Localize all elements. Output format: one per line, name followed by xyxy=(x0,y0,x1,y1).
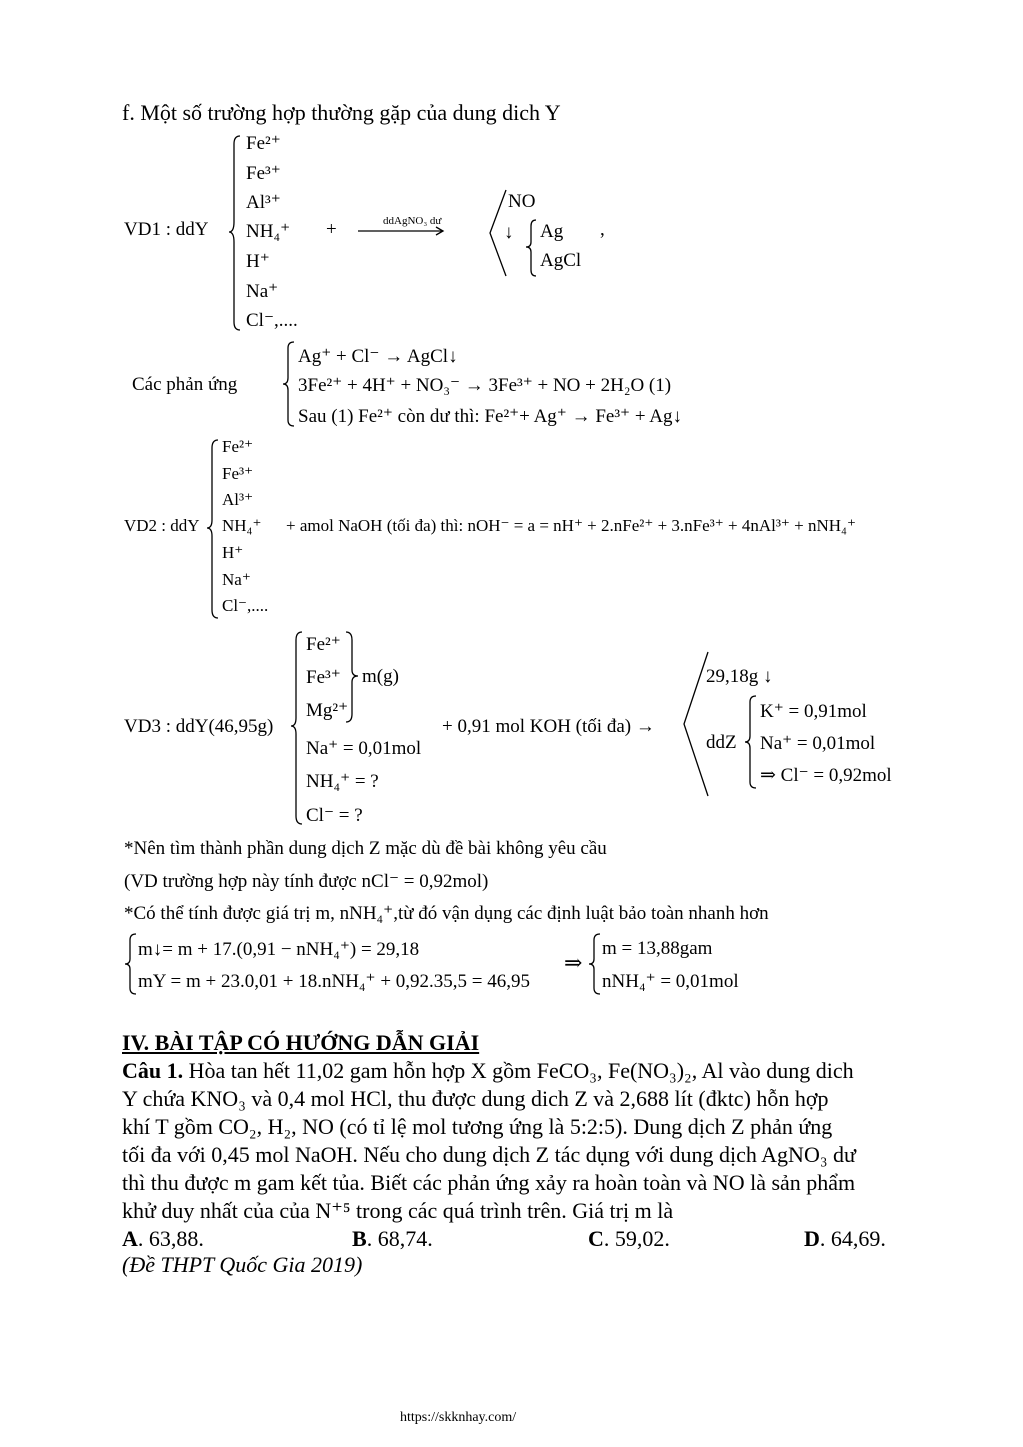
vd3-ion: Fe²⁺ xyxy=(306,634,341,655)
vd3-reagent: + 0,91 mol KOH (tối đa) → xyxy=(442,716,655,737)
vd3-solution-ion: ⇒ Cl⁻ = 0,92mol xyxy=(760,765,892,786)
reactions-label: Các phản ứng xyxy=(132,374,238,395)
reaction-line: Sau (1) Fe²⁺ còn dư thì: Fe²⁺+ Ag⁺ → Fe³⁺ + Ag↓ xyxy=(298,406,682,427)
vd2-ion: NH₄⁺ xyxy=(222,516,262,535)
question-line: khử duy nhất của của N⁺⁵ trong các quá trình trên. Giá trị m là xyxy=(122,1198,674,1223)
vd3-group-brace xyxy=(344,630,360,726)
system-right-eq: m = 13,88gam xyxy=(602,938,713,959)
option-letter: B xyxy=(352,1226,367,1251)
vd1-ion: H⁺ xyxy=(246,251,270,272)
vd3-label: VD3 : ddY(46,95g) xyxy=(124,716,274,737)
note-line: *Có thể tính được giá trị m, nNH₄⁺,từ đó vận dụng các định luật bảo toàn nhanh hơn xyxy=(124,903,769,924)
vd1-ppt: Ag xyxy=(540,221,564,242)
vd1-product-gas: NO xyxy=(508,191,536,212)
note-line: (VD trường hợp này tính được nCl⁻ = 0,92mol) xyxy=(124,871,489,892)
vd3-ion: Na⁺ = 0,01mol xyxy=(306,738,422,759)
system-left-eq: mY = m + 23.0,01 + 18.nNH₄⁺ + 0,92.35,5 = 46,95 xyxy=(138,971,530,992)
vd3-group-mass: m(g) xyxy=(362,666,399,687)
vd2-ion: Fe²⁺ xyxy=(222,437,254,456)
question-line: tối đa với 0,45 mol NaOH. Nếu cho dung dịch Z tác dụng với dung dịch AgNO₃ dư xyxy=(122,1142,856,1167)
vd3-ppt: 29,18g ↓ xyxy=(706,666,773,687)
question-source: (Đề THPT Quốc Gia 2019) xyxy=(122,1252,363,1277)
footer-url[interactable]: https://skknhay.com/ xyxy=(400,1410,517,1425)
option-b xyxy=(352,1226,433,1252)
vd3-ion: Fe³⁺ xyxy=(306,667,341,688)
system-implies: ⇒ xyxy=(564,950,583,975)
option-text: . 68,74. xyxy=(366,1226,433,1251)
option-letter: A xyxy=(122,1226,138,1251)
vd1-plus: + xyxy=(326,219,337,240)
system-right-brace xyxy=(588,932,602,998)
system-left-brace xyxy=(124,932,138,998)
section-iv-title: IV. BÀI TẬP CÓ HƯỚNG DẪN GIẢI xyxy=(122,1030,480,1055)
question-line: Y chứa KNO₃ và 0,4 mol HCl, thu được dung dich Z và 2,688 lít (đktc) hỗn hợp xyxy=(122,1086,829,1111)
vd3-ion: Mg²⁺ xyxy=(306,700,349,721)
system-right-eq: nNH₄⁺ = 0,01mol xyxy=(602,971,739,992)
vd1-brace xyxy=(228,134,244,334)
note-line: *Nên tìm thành phần dung dịch Z mặc dù đề bài không yêu cầu xyxy=(124,838,607,859)
vd3-solution-label: ddZ xyxy=(706,732,737,753)
vd3-brace xyxy=(290,630,306,828)
reaction-line: 3Fe²⁺ + 4H⁺ + NO₃⁻ → 3Fe³⁺ + NO + 2H₂O (1) xyxy=(298,375,672,396)
vd1-ion: Cl⁻,.... xyxy=(246,310,298,331)
option-text: . 59,02. xyxy=(603,1226,670,1251)
vd1-down-arrow: ↓ xyxy=(504,222,514,243)
section-f-title: f. Một số trường hợp thường gặp của dung dich Y xyxy=(122,100,561,125)
vd1-label: VD1 : ddY xyxy=(124,219,209,240)
vd2-ion: Al³⁺ xyxy=(222,490,254,509)
vd2-ion: Fe³⁺ xyxy=(222,464,254,483)
vd1-comma: , xyxy=(600,219,605,240)
question-line xyxy=(122,1058,854,1084)
vd2-brace xyxy=(206,438,222,622)
vd2-ion: H⁺ xyxy=(222,543,244,562)
vd1-ion: Al³⁺ xyxy=(246,192,281,213)
vd1-arrow xyxy=(356,226,448,236)
question-label: Câu 1. xyxy=(122,1058,184,1083)
vd3-solution-ion: K⁺ = 0,91mol xyxy=(760,701,867,722)
vd2-ion: Na⁺ xyxy=(222,570,251,589)
vd1-ppt-brace xyxy=(524,218,538,278)
vd1-ion: NH₄⁺ xyxy=(246,221,291,242)
vd1-reagent: ddAgNO₃ dư xyxy=(383,215,442,227)
vd3-ion: Cl⁻ = ? xyxy=(306,805,363,826)
question-line: khí T gồm CO₂, H₂, NO (có tỉ lệ mol tương ứng là 5:2:5). Dung dịch Z phản ứng xyxy=(122,1114,833,1139)
vd3-solution-ion: Na⁺ = 0,01mol xyxy=(760,733,876,754)
question-text: Hòa tan hết 11,02 gam hỗn hợp X gồm FeCO₃, Fe(NO₃)₂, Al vào dung dich xyxy=(183,1058,854,1083)
system-left-eq: m↓= m + 17.(0,91 − nNH₄⁺) = 29,18 xyxy=(138,939,420,960)
option-text: . 64,69. xyxy=(819,1226,886,1251)
vd2-expression: + amol NaOH (tối đa) thì: nOH⁻ = a = nH⁺ + 2.nFe²⁺ + 3.nFe³⁺ + 4nAl³⁺ + nNH₄⁺ xyxy=(286,516,856,535)
option-c xyxy=(588,1226,670,1252)
vd3-solution-brace xyxy=(744,694,760,792)
option-a xyxy=(122,1226,204,1252)
vd3-ion: NH₄⁺ = ? xyxy=(306,771,379,792)
option-letter: C xyxy=(588,1226,604,1251)
vd1-ion: Fe³⁺ xyxy=(246,163,281,184)
vd2-ion: Cl⁻,.... xyxy=(222,596,269,615)
option-letter: D xyxy=(804,1226,820,1251)
vd1-ion: Fe²⁺ xyxy=(246,133,281,154)
vd1-ion: Na⁺ xyxy=(246,281,279,302)
option-d xyxy=(804,1226,886,1252)
vd1-ppt: AgCl xyxy=(540,250,582,271)
question-line: thì thu được m gam kết tủa. Biết các phản ứng xảy ra hoàn toàn và NO là sản phẩm xyxy=(122,1170,856,1195)
vd2-label: VD2 : ddY xyxy=(124,516,200,535)
option-text: . 63,88. xyxy=(137,1226,204,1251)
reaction-line: Ag⁺ + Cl⁻ → AgCl↓ xyxy=(298,346,458,367)
reactions-brace xyxy=(282,340,298,430)
